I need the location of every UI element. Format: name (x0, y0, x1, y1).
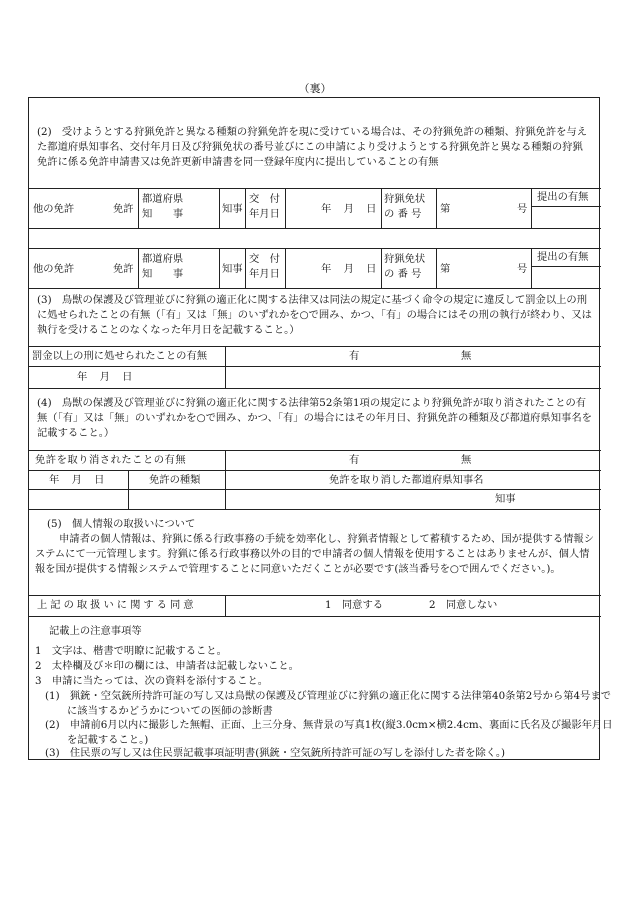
license-suffix: 免許 (113, 203, 134, 215)
license-suffix: 免許 (113, 263, 134, 275)
section4-text: (4) 鳥獣の保護及び管理並びに狩猟の適正化に関する法律第52条第1項の規定により狩猟免許が取り消されたことの有無（「有」又は「無」のいずれかを○で囲み、かつ、「有」の場合にはその年月日、狩猟免許の種類及び都道府県知事名を記載すること。） (37, 397, 592, 439)
consent-disagree-option[interactable]: 2 同意しない (429, 599, 498, 611)
certificate-no-prefix: 第 (440, 263, 451, 275)
revocation-history-label: 免許を取り消されたことの有無 (35, 454, 187, 466)
page-marker: （裏） (298, 82, 332, 95)
fine-yes-option[interactable]: 有 (349, 350, 360, 362)
issue-date-label-2: 年月日 (249, 208, 280, 220)
note-2: 2 太枠欄及び＊印の欄には、申請者は記載しないこと。 (35, 660, 299, 672)
fine-no-option[interactable]: 無 (461, 350, 472, 362)
certificate-no-label: 狩猟免状 (384, 253, 426, 265)
revocation-chiji-suffix: 知事 (495, 493, 516, 505)
note-3-2: (2) 申請前6月以内に撮影した無帽、正面、上三分身、無背景の写真1枚(縦3.0cm×横2.4cm、裏面に氏名及び撮影年月日を記載すること。) (45, 719, 613, 746)
revocation-no-option[interactable]: 無 (461, 454, 472, 466)
certificate-no-suffix: 号 (517, 263, 528, 275)
note-3-3: (3) 住民票の写し又は住民票記載事項証明書(猟銃・空気銃所持許可証の写しを添付した者を除く。) (45, 747, 506, 759)
certificate-no-label-2: の 番 号 (384, 208, 422, 220)
form-frame (28, 97, 613, 760)
pref-label: 都道府県 (142, 253, 184, 265)
submission-status-label: 提出の有無 (537, 251, 589, 263)
section2-text: (2) 受けようとする狩猟免許と異なる種類の狩猟免許を現に受けている場合は、その狩猟免許の種類、狩猟免許を与えた都道府県知事名、交付年月日及び狩猟免状の番号並びにこの申請により受けようとする狩猟免許と異なる種類の狩猟免許に係る免許申請書又は免許更新申請書を同一登録年度内に提出していることの有無 (37, 126, 588, 168)
note-3: 3 申請に当たっては、次の資料を添付すること。 (35, 675, 269, 687)
fine-date-label: 年 月 日 (77, 371, 134, 383)
revocation-type-header: 免許の種類 (149, 474, 201, 486)
issue-date-input[interactable]: 年 月 日 (321, 263, 378, 275)
other-license-row-1 (29, 188, 601, 228)
section3-text: (3) 鳥獣の保護及び管理並びに狩猟の適正化に関する法律又は同法の規定に基づく命令の規定に違反して罰金以上の刑に処せられたことの有無（「有」又は「無」のいずれかを○で囲み、かつ、「有」の場合にはその刑の執行が終わり、又は執行を受けることのなくなった年月日を記載すること。） (37, 294, 592, 336)
chiji-suffix: 知事 (222, 263, 243, 275)
fine-history-label: 罰金以上の刑に処せられたことの有無 (32, 350, 208, 362)
revocation-pref-header: 免許を取り消した都道府県知事名 (329, 474, 484, 486)
chiji-suffix: 知事 (222, 203, 243, 215)
certificate-no-prefix: 第 (440, 203, 451, 215)
issue-date-label-2: 年月日 (249, 268, 280, 280)
revocation-date-header: 年 月 日 (49, 474, 106, 486)
issue-date-label: 交 付 (249, 193, 280, 205)
certificate-no-label: 狩猟免状 (384, 193, 426, 205)
pref-label: 都道府県 (142, 193, 184, 205)
section5-text: 申請者の個人情報は、狩猟に係る行政事務の手続を効率化し、狩猟者情報として蓄積するため、国が提供する情報システムにて一元管理します。狩猟に係る行政事務以外の目的で申請者の個人情報を使用することはありませんが、個人情報を国が提供する情報システムで管理することに同意いただくことが必要です(該当番号を○で囲んでください。)。 (35, 533, 595, 575)
revocation-yes-option[interactable]: 有 (349, 454, 360, 466)
note-3-1: (1) 猟銃・空気銃所持許可証の写し又は鳥獣の保護及び管理並びに狩猟の適正化に関する法律第40条第2号から第4号までに該当するかどうかについての医師の診断書 (45, 690, 611, 717)
other-license-label: 他の免許 (33, 203, 75, 215)
certificate-no-suffix: 号 (517, 203, 528, 215)
consent-label: 上記の取扱いに関する同意 (37, 599, 197, 611)
certificate-no-label-2: の 番 号 (384, 268, 422, 280)
other-license-row-2 (29, 248, 601, 288)
consent-agree-option[interactable]: 1 同意する (325, 599, 384, 611)
section5-title: (5) 個人情報の取扱いについて (47, 518, 196, 530)
issue-date-label: 交 付 (249, 253, 280, 265)
submission-status-label: 提出の有無 (537, 191, 589, 203)
other-license-label: 他の免許 (33, 263, 75, 275)
notes-title: 記載上の注意事項等 (49, 625, 142, 637)
pref-label-2: 知 事 (142, 208, 184, 220)
issue-date-input[interactable]: 年 月 日 (321, 203, 378, 215)
note-1: 1 文字は、楷書で明瞭に記載すること。 (35, 645, 227, 657)
pref-label-2: 知 事 (142, 268, 184, 280)
